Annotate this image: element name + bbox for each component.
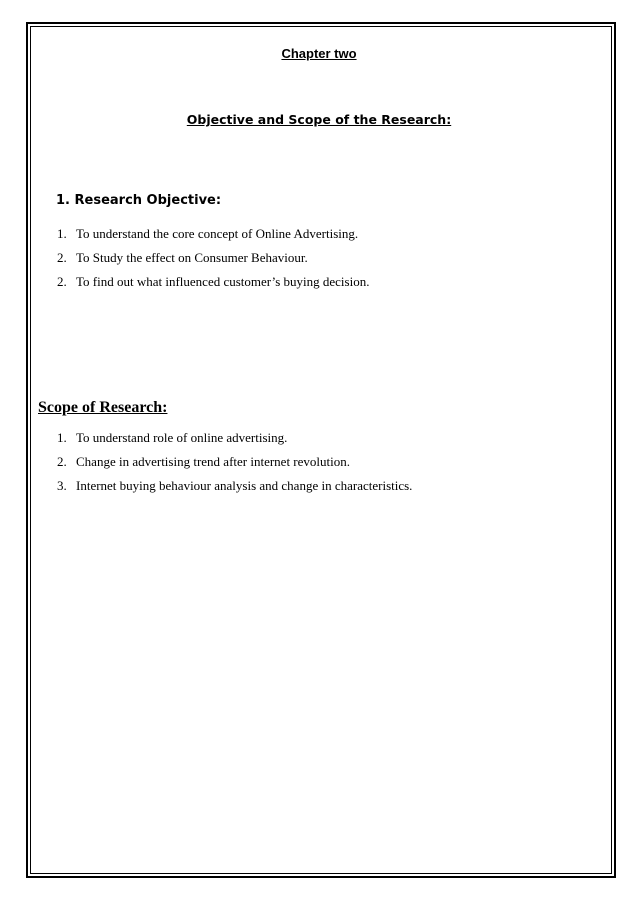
list-item [57, 474, 412, 498]
research-objective-list [57, 222, 369, 294]
list-item [57, 222, 369, 246]
list-item-number: 3. [57, 478, 67, 493]
list-item-text: To understand role of online advertising. [76, 430, 288, 445]
list-item-text: To understand the core concept of Online Advertising. [76, 226, 359, 241]
section-title: Objective and Scope of the Research: [186, 112, 452, 127]
list-item-number: 2. [57, 250, 67, 265]
list-item [57, 450, 412, 474]
chapter-title: Chapter two [281, 46, 357, 61]
list-item [57, 270, 369, 294]
list-item-text: Internet buying behaviour analysis and change in characteristics. [76, 478, 413, 493]
list-item-number: 1. [57, 226, 67, 241]
scope-of-research-heading: Scope of Research: [38, 399, 168, 416]
list-item-number: 2. [57, 274, 67, 289]
list-item [57, 246, 369, 270]
list-item-text: Change in advertising trend after internet revolution. [76, 454, 350, 469]
list-item-number: 1. [57, 430, 67, 445]
list-item-number: 2. [57, 454, 67, 469]
research-objective-heading: 1. Research Objective: [56, 193, 222, 208]
list-item-text: To find out what influenced customer’s buying decision. [76, 274, 370, 289]
list-item-text: To Study the effect on Consumer Behaviour. [76, 250, 308, 265]
scope-of-research-list [57, 426, 412, 498]
list-item [57, 426, 412, 450]
